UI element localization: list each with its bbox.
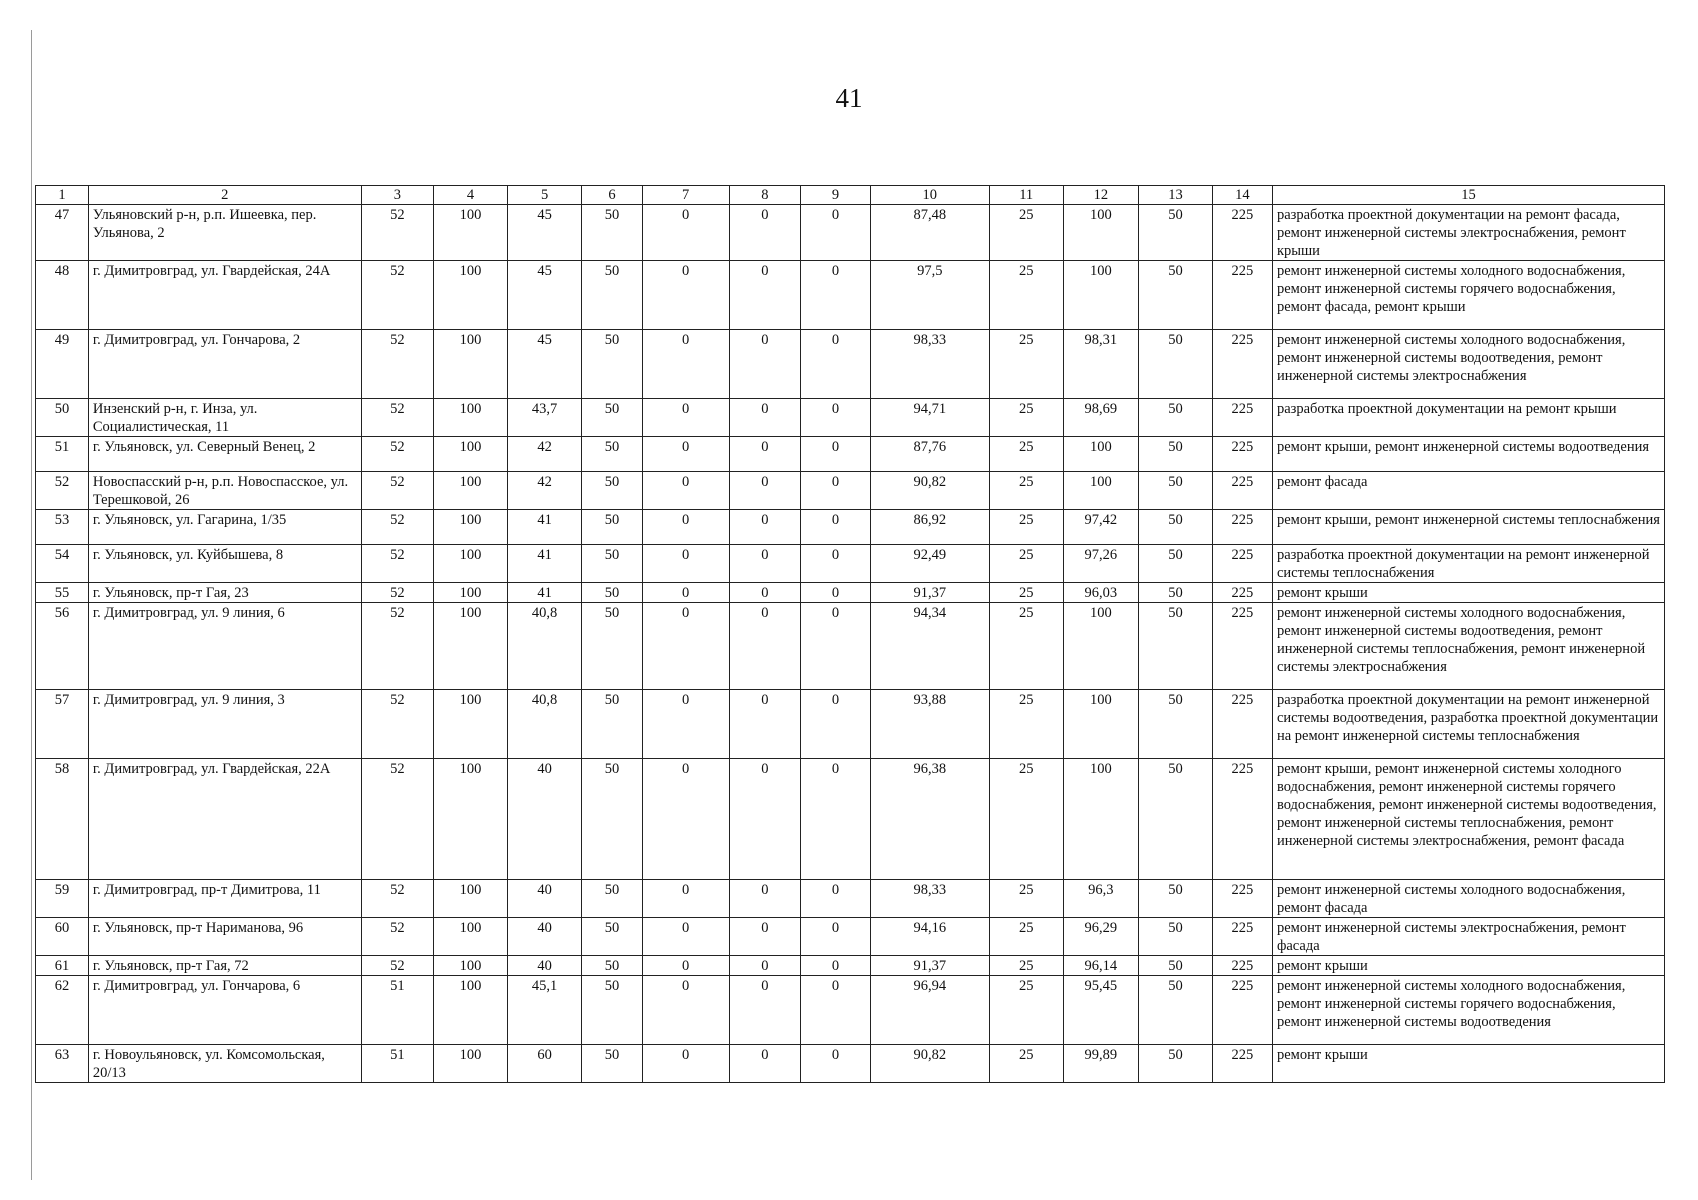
value-cell: 92,49	[870, 545, 989, 583]
value-cell: 100	[434, 690, 508, 759]
value-cell: 25	[989, 918, 1063, 956]
works-cell: ремонт крыши	[1272, 1045, 1664, 1083]
value-cell: 50	[582, 583, 642, 603]
value-cell: 50	[1139, 956, 1213, 976]
value-cell: 100	[434, 205, 508, 261]
value-cell: 95,45	[1063, 976, 1139, 1045]
value-cell: 0	[642, 976, 729, 1045]
value-cell: 50	[1139, 918, 1213, 956]
value-cell: 0	[801, 437, 870, 472]
works-cell: разработка проектной документации на ремонт фасада, ремонт инженерной системы электроснабжения, ремонт крыши	[1272, 205, 1664, 261]
value-cell: 100	[434, 759, 508, 880]
value-cell: 50	[1139, 330, 1213, 399]
value-cell: 52	[361, 759, 434, 880]
works-cell: ремонт фасада	[1272, 472, 1664, 510]
margin-line	[31, 30, 32, 1180]
value-cell: 0	[642, 1045, 729, 1083]
value-cell: 100	[1063, 205, 1139, 261]
value-cell: 50	[582, 510, 642, 545]
table-row	[36, 472, 1665, 510]
value-cell: 25	[989, 956, 1063, 976]
value-cell: 0	[642, 472, 729, 510]
value-cell: 97,26	[1063, 545, 1139, 583]
address-cell: г. Ульяновск, пр-т Нариманова, 96	[88, 918, 361, 956]
row-number: 57	[36, 690, 89, 759]
value-cell: 0	[801, 690, 870, 759]
value-cell: 52	[361, 690, 434, 759]
address-cell: г. Димитровград, ул. 9 линия, 6	[88, 603, 361, 690]
value-cell: 100	[434, 956, 508, 976]
value-cell: 40,8	[507, 603, 582, 690]
works-cell: разработка проектной документации на ремонт инженерной системы теплоснабжения	[1272, 545, 1664, 583]
value-cell: 42	[507, 472, 582, 510]
value-cell: 0	[729, 918, 801, 956]
table-row	[36, 437, 1665, 472]
address-cell: Новоспасский р-н, р.п. Новоспасское, ул. Терешковой, 26	[88, 472, 361, 510]
works-cell: ремонт инженерной системы холодного водоснабжения, ремонт инженерной системы водоотведения, ремонт инженерной системы электроснабжения	[1272, 330, 1664, 399]
value-cell: 100	[434, 583, 508, 603]
value-cell: 0	[642, 545, 729, 583]
value-cell: 0	[801, 976, 870, 1045]
address-cell: г. Ульяновск, ул. Северный Венец, 2	[88, 437, 361, 472]
row-number: 55	[36, 583, 89, 603]
value-cell: 100	[434, 510, 508, 545]
value-cell: 52	[361, 510, 434, 545]
value-cell: 45	[507, 330, 582, 399]
row-number: 58	[36, 759, 89, 880]
value-cell: 0	[729, 261, 801, 330]
works-cell: ремонт крыши	[1272, 956, 1664, 976]
value-cell: 41	[507, 510, 582, 545]
column-header: 10	[870, 186, 989, 205]
value-cell: 0	[729, 437, 801, 472]
value-cell: 93,88	[870, 690, 989, 759]
address-cell: г. Ульяновск, ул. Куйбышева, 8	[88, 545, 361, 583]
works-cell: ремонт крыши, ремонт инженерной системы холодного водоснабжения, ремонт инженерной системы горячего водоснабжения, ремонт инженерной системы водоотведения, ремонт инженерной системы теплоснабжения, ремонт инженерной системы электроснабжения, ремонт фасада	[1272, 759, 1664, 880]
address-cell: г. Димитровград, ул. 9 линия, 3	[88, 690, 361, 759]
column-header: 4	[434, 186, 508, 205]
value-cell: 41	[507, 545, 582, 583]
row-number: 61	[36, 956, 89, 976]
value-cell: 45	[507, 205, 582, 261]
value-cell: 50	[1139, 510, 1213, 545]
value-cell: 0	[729, 399, 801, 437]
value-cell: 225	[1212, 399, 1272, 437]
value-cell: 100	[1063, 261, 1139, 330]
value-cell: 0	[729, 583, 801, 603]
value-cell: 50	[1139, 205, 1213, 261]
value-cell: 100	[434, 399, 508, 437]
works-cell: ремонт крыши, ремонт инженерной системы водоотведения	[1272, 437, 1664, 472]
value-cell: 50	[582, 205, 642, 261]
value-cell: 25	[989, 583, 1063, 603]
value-cell: 0	[642, 759, 729, 880]
value-cell: 42	[507, 437, 582, 472]
value-cell: 52	[361, 880, 434, 918]
value-cell: 0	[729, 1045, 801, 1083]
value-cell: 0	[801, 261, 870, 330]
value-cell: 40	[507, 759, 582, 880]
value-cell: 0	[801, 880, 870, 918]
value-cell: 50	[582, 1045, 642, 1083]
table-body	[36, 205, 1665, 1083]
value-cell: 225	[1212, 918, 1272, 956]
row-number: 47	[36, 205, 89, 261]
value-cell: 100	[434, 437, 508, 472]
value-cell: 0	[801, 956, 870, 976]
value-cell: 96,94	[870, 976, 989, 1045]
value-cell: 52	[361, 603, 434, 690]
value-cell: 225	[1212, 472, 1272, 510]
table-row	[36, 759, 1665, 880]
value-cell: 50	[582, 603, 642, 690]
value-cell: 52	[361, 437, 434, 472]
row-number: 52	[36, 472, 89, 510]
row-number: 56	[36, 603, 89, 690]
row-number: 59	[36, 880, 89, 918]
table-row	[36, 976, 1665, 1045]
column-header: 14	[1212, 186, 1272, 205]
value-cell: 100	[434, 918, 508, 956]
value-cell: 50	[582, 437, 642, 472]
value-cell: 225	[1212, 205, 1272, 261]
value-cell: 0	[729, 330, 801, 399]
value-cell: 0	[801, 603, 870, 690]
column-header: 13	[1139, 186, 1213, 205]
column-header: 9	[801, 186, 870, 205]
value-cell: 0	[642, 880, 729, 918]
value-cell: 25	[989, 510, 1063, 545]
value-cell: 100	[434, 261, 508, 330]
works-cell: ремонт крыши	[1272, 583, 1664, 603]
works-cell: разработка проектной документации на ремонт крыши	[1272, 399, 1664, 437]
value-cell: 25	[989, 437, 1063, 472]
value-cell: 100	[434, 1045, 508, 1083]
address-cell: г. Новоульяновск, ул. Комсомольская, 20/13	[88, 1045, 361, 1083]
address-cell: Ульяновский р-н, р.п. Ишеевка, пер. Ульянова, 2	[88, 205, 361, 261]
table-row	[36, 1045, 1665, 1083]
works-cell: ремонт инженерной системы холодного водоснабжения, ремонт инженерной системы горячего водоснабжения, ремонт фасада, ремонт крыши	[1272, 261, 1664, 330]
value-cell: 52	[361, 583, 434, 603]
address-cell: г. Димитровград, ул. Гвардейская, 24А	[88, 261, 361, 330]
value-cell: 50	[1139, 603, 1213, 690]
value-cell: 94,71	[870, 399, 989, 437]
address-cell: г. Димитровград, ул. Гончарова, 6	[88, 976, 361, 1045]
value-cell: 0	[642, 510, 729, 545]
value-cell: 0	[729, 510, 801, 545]
works-cell: ремонт инженерной системы холодного водоснабжения, ремонт инженерной системы водоотведения, ремонт инженерной системы теплоснабжения, ремонт инженерной системы электроснабжения	[1272, 603, 1664, 690]
value-cell: 0	[642, 330, 729, 399]
value-cell: 96,29	[1063, 918, 1139, 956]
value-cell: 91,37	[870, 956, 989, 976]
value-cell: 25	[989, 759, 1063, 880]
value-cell: 96,03	[1063, 583, 1139, 603]
value-cell: 52	[361, 330, 434, 399]
value-cell: 60	[507, 1045, 582, 1083]
value-cell: 0	[801, 918, 870, 956]
value-cell: 100	[1063, 472, 1139, 510]
value-cell: 50	[1139, 583, 1213, 603]
table-row	[36, 918, 1665, 956]
value-cell: 96,14	[1063, 956, 1139, 976]
value-cell: 25	[989, 1045, 1063, 1083]
value-cell: 0	[801, 472, 870, 510]
table-row	[36, 545, 1665, 583]
column-header: 2	[88, 186, 361, 205]
row-number: 63	[36, 1045, 89, 1083]
value-cell: 50	[582, 472, 642, 510]
value-cell: 52	[361, 205, 434, 261]
column-header: 1	[36, 186, 89, 205]
value-cell: 50	[582, 690, 642, 759]
value-cell: 25	[989, 261, 1063, 330]
table-row	[36, 205, 1665, 261]
address-cell: г. Димитровград, ул. Гончарова, 2	[88, 330, 361, 399]
works-cell: ремонт инженерной системы холодного водоснабжения, ремонт инженерной системы горячего водоснабжения, ремонт инженерной системы водоотведения	[1272, 976, 1664, 1045]
value-cell: 0	[801, 510, 870, 545]
value-cell: 225	[1212, 437, 1272, 472]
value-cell: 90,82	[870, 1045, 989, 1083]
column-number-row	[36, 186, 1665, 205]
value-cell: 225	[1212, 603, 1272, 690]
value-cell: 225	[1212, 956, 1272, 976]
value-cell: 0	[729, 690, 801, 759]
value-cell: 25	[989, 976, 1063, 1045]
value-cell: 0	[729, 472, 801, 510]
value-cell: 40	[507, 880, 582, 918]
value-cell: 25	[989, 399, 1063, 437]
value-cell: 0	[801, 205, 870, 261]
value-cell: 0	[642, 603, 729, 690]
value-cell: 94,34	[870, 603, 989, 690]
value-cell: 51	[361, 976, 434, 1045]
buildings-table	[35, 185, 1665, 1083]
value-cell: 40,8	[507, 690, 582, 759]
value-cell: 0	[801, 545, 870, 583]
value-cell: 25	[989, 690, 1063, 759]
value-cell: 87,48	[870, 205, 989, 261]
value-cell: 0	[642, 583, 729, 603]
value-cell: 0	[642, 261, 729, 330]
value-cell: 50	[582, 399, 642, 437]
value-cell: 50	[582, 956, 642, 976]
value-cell: 87,76	[870, 437, 989, 472]
value-cell: 50	[1139, 880, 1213, 918]
value-cell: 97,5	[870, 261, 989, 330]
value-cell: 225	[1212, 690, 1272, 759]
value-cell: 45	[507, 261, 582, 330]
value-cell: 50	[1139, 976, 1213, 1045]
table-row	[36, 956, 1665, 976]
value-cell: 225	[1212, 759, 1272, 880]
table-row	[36, 603, 1665, 690]
row-number: 53	[36, 510, 89, 545]
value-cell: 0	[801, 583, 870, 603]
value-cell: 90,82	[870, 472, 989, 510]
value-cell: 225	[1212, 545, 1272, 583]
value-cell: 0	[642, 437, 729, 472]
value-cell: 50	[1139, 545, 1213, 583]
value-cell: 0	[729, 545, 801, 583]
value-cell: 50	[582, 880, 642, 918]
value-cell: 100	[434, 330, 508, 399]
value-cell: 43,7	[507, 399, 582, 437]
value-cell: 50	[582, 545, 642, 583]
value-cell: 96,3	[1063, 880, 1139, 918]
value-cell: 25	[989, 880, 1063, 918]
value-cell: 0	[642, 399, 729, 437]
value-cell: 52	[361, 261, 434, 330]
value-cell: 100	[434, 603, 508, 690]
table-row	[36, 690, 1665, 759]
value-cell: 25	[989, 545, 1063, 583]
value-cell: 91,37	[870, 583, 989, 603]
value-cell: 40	[507, 956, 582, 976]
value-cell: 51	[361, 1045, 434, 1083]
works-cell: ремонт инженерной системы холодного водоснабжения, ремонт фасада	[1272, 880, 1664, 918]
value-cell: 225	[1212, 510, 1272, 545]
table-row	[36, 583, 1665, 603]
value-cell: 97,42	[1063, 510, 1139, 545]
table-row	[36, 330, 1665, 399]
value-cell: 0	[801, 759, 870, 880]
value-cell: 100	[434, 976, 508, 1045]
value-cell: 50	[582, 918, 642, 956]
value-cell: 98,33	[870, 880, 989, 918]
value-cell: 50	[1139, 690, 1213, 759]
value-cell: 100	[434, 545, 508, 583]
table-row	[36, 510, 1665, 545]
value-cell: 0	[801, 1045, 870, 1083]
value-cell: 0	[642, 956, 729, 976]
value-cell: 0	[729, 956, 801, 976]
value-cell: 100	[1063, 759, 1139, 880]
row-number: 62	[36, 976, 89, 1045]
value-cell: 0	[801, 330, 870, 399]
value-cell: 96,38	[870, 759, 989, 880]
value-cell: 25	[989, 472, 1063, 510]
value-cell: 25	[989, 205, 1063, 261]
column-header: 7	[642, 186, 729, 205]
column-header: 3	[361, 186, 434, 205]
column-header: 6	[582, 186, 642, 205]
row-number: 54	[36, 545, 89, 583]
value-cell: 52	[361, 956, 434, 976]
address-cell: г. Ульяновск, ул. Гагарина, 1/35	[88, 510, 361, 545]
value-cell: 0	[801, 399, 870, 437]
value-cell: 52	[361, 399, 434, 437]
value-cell: 41	[507, 583, 582, 603]
value-cell: 225	[1212, 330, 1272, 399]
value-cell: 52	[361, 545, 434, 583]
row-number: 60	[36, 918, 89, 956]
value-cell: 225	[1212, 880, 1272, 918]
row-number: 51	[36, 437, 89, 472]
works-cell: ремонт инженерной системы электроснабжения, ремонт фасада	[1272, 918, 1664, 956]
value-cell: 50	[582, 759, 642, 880]
value-cell: 98,33	[870, 330, 989, 399]
value-cell: 100	[1063, 690, 1139, 759]
value-cell: 225	[1212, 976, 1272, 1045]
value-cell: 0	[729, 976, 801, 1045]
column-header: 12	[1063, 186, 1139, 205]
page-number: 41	[835, 83, 863, 113]
value-cell: 100	[1063, 603, 1139, 690]
value-cell: 0	[642, 205, 729, 261]
value-cell: 25	[989, 603, 1063, 690]
value-cell: 45,1	[507, 976, 582, 1045]
works-cell: разработка проектной документации на ремонт инженерной системы водоотведения, разработка проектной документации на ремонт инженерной системы теплоснабжения	[1272, 690, 1664, 759]
table-row	[36, 261, 1665, 330]
value-cell: 50	[582, 330, 642, 399]
value-cell: 50	[1139, 437, 1213, 472]
value-cell: 100	[1063, 437, 1139, 472]
value-cell: 50	[582, 976, 642, 1045]
value-cell: 86,92	[870, 510, 989, 545]
row-number: 48	[36, 261, 89, 330]
column-header: 15	[1272, 186, 1664, 205]
address-cell: г. Димитровград, пр-т Димитрова, 11	[88, 880, 361, 918]
column-header: 8	[729, 186, 801, 205]
value-cell: 100	[434, 880, 508, 918]
value-cell: 50	[1139, 1045, 1213, 1083]
table-row	[36, 880, 1665, 918]
value-cell: 99,89	[1063, 1045, 1139, 1083]
value-cell: 50	[1139, 472, 1213, 510]
value-cell: 50	[1139, 399, 1213, 437]
address-cell: г. Ульяновск, пр-т Гая, 72	[88, 956, 361, 976]
value-cell: 98,31	[1063, 330, 1139, 399]
works-cell: ремонт крыши, ремонт инженерной системы теплоснабжения	[1272, 510, 1664, 545]
address-cell: г. Ульяновск, пр-т Гая, 23	[88, 583, 361, 603]
value-cell: 52	[361, 472, 434, 510]
address-cell: Инзенский р-н, г. Инза, ул. Социалистическая, 11	[88, 399, 361, 437]
value-cell: 52	[361, 918, 434, 956]
value-cell: 0	[642, 918, 729, 956]
row-number: 50	[36, 399, 89, 437]
value-cell: 0	[729, 759, 801, 880]
value-cell: 0	[729, 880, 801, 918]
column-header: 5	[507, 186, 582, 205]
value-cell: 225	[1212, 583, 1272, 603]
value-cell: 225	[1212, 261, 1272, 330]
value-cell: 0	[642, 690, 729, 759]
value-cell: 40	[507, 918, 582, 956]
column-header: 11	[989, 186, 1063, 205]
value-cell: 50	[1139, 261, 1213, 330]
value-cell: 50	[582, 261, 642, 330]
value-cell: 100	[434, 472, 508, 510]
value-cell: 0	[729, 205, 801, 261]
value-cell: 0	[729, 603, 801, 690]
value-cell: 50	[1139, 759, 1213, 880]
table-row	[36, 399, 1665, 437]
value-cell: 94,16	[870, 918, 989, 956]
row-number: 49	[36, 330, 89, 399]
value-cell: 98,69	[1063, 399, 1139, 437]
value-cell: 225	[1212, 1045, 1272, 1083]
value-cell: 25	[989, 330, 1063, 399]
address-cell: г. Димитровград, ул. Гвардейская, 22А	[88, 759, 361, 880]
